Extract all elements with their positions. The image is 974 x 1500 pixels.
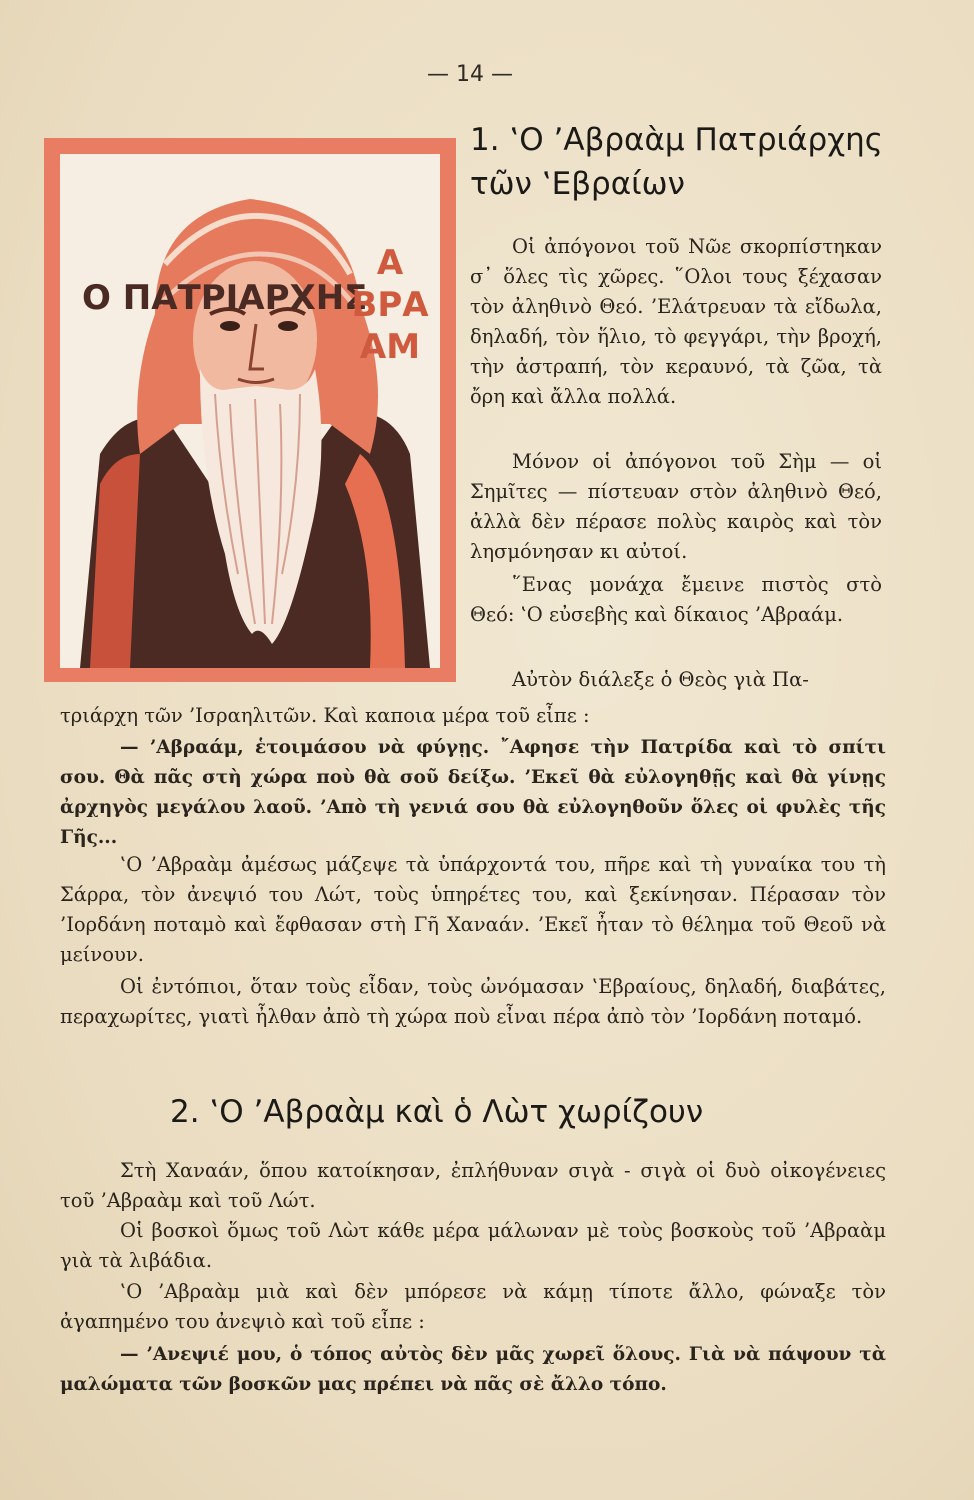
section-2-paragraph-2: Οἱ βοσκοὶ ὅμως τοῦ Λὼτ κάθε μέρα μάλωναν μὲ τοὺς βοσκοὺς τοῦ ’Αβραὰμ γιὰ τὰ λιβάδια. xyxy=(60,1219,886,1272)
section-1-paragraph-2: Μόνον οἱ ἀπόγονοι τοῦ Σὴμ — οἱ Σημῖτες — πίστευαν στὸν ἀληθινὸ Θεό, ἀλλὰ δὲν πέρασε πολὺς καιρὸς καὶ τὸν λησμόνησαν κι αὐτοί. xyxy=(470,450,882,563)
section-1-paragraph-1: Οἱ ἀπόγονοι τοῦ Νῶε σκορπίστηκαν σ᾽ ὅλες τὶς χῶρες. ῞Ολοι τους ξέχασαν τὸν ἀληθινὸ Θεό. ’Ελάτρευαν τὰ εἴδωλα, δηλαδή, τὸν ἥλιο, τὸ φεγγάρι, τὴν βροχή, τὴν ἀστραπή, τὸν κεραυνό, τὰ ζῶα, τὰ ὄρη καὶ ἄλλα πολλά. xyxy=(470,235,882,408)
icon-inscription-right-1: Α xyxy=(376,243,404,283)
section-1-paragraph-3: ῞Ενας μονάχα ἔμεινε πιστὸς στὸ Θεό: ‛Ο εὐσεβὴς καὶ δίκαιος ’Αβραάμ. xyxy=(470,573,882,626)
section-1-paragraph-4-end: τριάρχη τῶν ’Ισραηλιτῶν. Καὶ καποια μέρα τοῦ εἶπε : xyxy=(60,704,590,727)
section-2-quote: — ’Ανεψιέ μου, ὁ τόπος αὐτὸς δὲν μᾶς χωρεῖ ὅλους. Γιὰ νὰ πάψουν τὰ μαλώματα τῶν βοσκῶν μας πρέπει νὰ πᾶς σὲ ἄλλο τόπο. xyxy=(60,1344,886,1395)
section-1-quote: — ’Αβραάμ, ἑτοιμάσου νὰ φύγῃς. ῎Αφησε τὴν Πατρίδα καὶ τὸ σπίτι σου. Θὰ πᾶς στὴ χώρα ποὺ θὰ σοῦ δείξω. ’Εκεῖ θὰ εὐλογηθῇς καὶ θὰ γίνῃς ἀρχηγὸς μεγάλου λαοῦ. ’Απὸ τὴ γενιά σου θὰ εὐλογηθοῦν ὅλες οἱ φυλὲς τῆς Γῆς... xyxy=(60,737,886,848)
section-2-paragraph-3: ‛Ο ’Αβραὰμ μιὰ καὶ δὲν μπόρεσε νὰ κάμῃ τίποτε ἄλλο, φώναξε τὸν ἀγαπημένο του ἀνεψιὸ καὶ τοῦ εἶπε : xyxy=(60,1280,886,1333)
section-2-title: 2. ‛Ο ’Αβραὰμ καὶ ὁ Λὼτ χωρίζουν xyxy=(170,1094,704,1130)
saint-abraham-icon xyxy=(60,154,440,668)
page-number: — 14 — xyxy=(427,62,513,87)
icon-frame xyxy=(44,138,456,682)
icon-inscription-right-3: ΑΜ xyxy=(359,327,421,367)
section-2-paragraph-1: Στὴ Χαναάν, ὅπου κατοίκησαν, ἐπλήθυναν σιγὰ - σιγὰ οἱ δυὸ οἰκογένειες τοῦ ’Αβραὰμ καὶ τοῦ Λώτ. xyxy=(60,1159,886,1212)
icon-inscription-left: Ο ΠΑΤΡΙΑΡΧΗΣ xyxy=(82,278,368,318)
icon-inscription-right-2: ΒΡΑ xyxy=(351,285,429,325)
section-1-paragraph-6: ‛Ο ’Αβραὰμ ἀμέσως μάζεψε τὰ ὑπάρχοντά του, πῆρε καὶ τὴ γυναίκα του τὴ Σάρρα, τὸν ἀνεψιό του Λώτ, τοὺς ὑπηρέτες του, καὶ ξεκίνησαν. Πέρασαν τὸν ’Ιορδάνη ποταμὸ καὶ ἔφθασαν στὴ Γῆ Χαναάν. ’Εκεῖ ἦταν τὸ θέλημα τοῦ Θεοῦ νὰ μείνουν. xyxy=(60,853,886,966)
section-1-paragraph-7: Οἱ ἐντόπιοι, ὅταν τοὺς εἶδαν, τοὺς ὠνόμασαν ‛Εβραίους, δηλαδή, διαβάτες, περαχωρίτες, γιατὶ ἦλθαν ἀπὸ τὴ χώρα ποὺ εἶναι πέρα ἀπὸ τὸν ’Ιορδάνη ποταμό. xyxy=(60,975,886,1028)
section-1-title: 1. ‛Ο ’Αβραὰμ Πατριάρχης τῶν ‛Εβραίων xyxy=(470,122,883,202)
section-1-paragraph-4-start: Αὐτὸν διάλεξε ὁ Θεὸς γιὰ Πα- xyxy=(512,668,809,691)
